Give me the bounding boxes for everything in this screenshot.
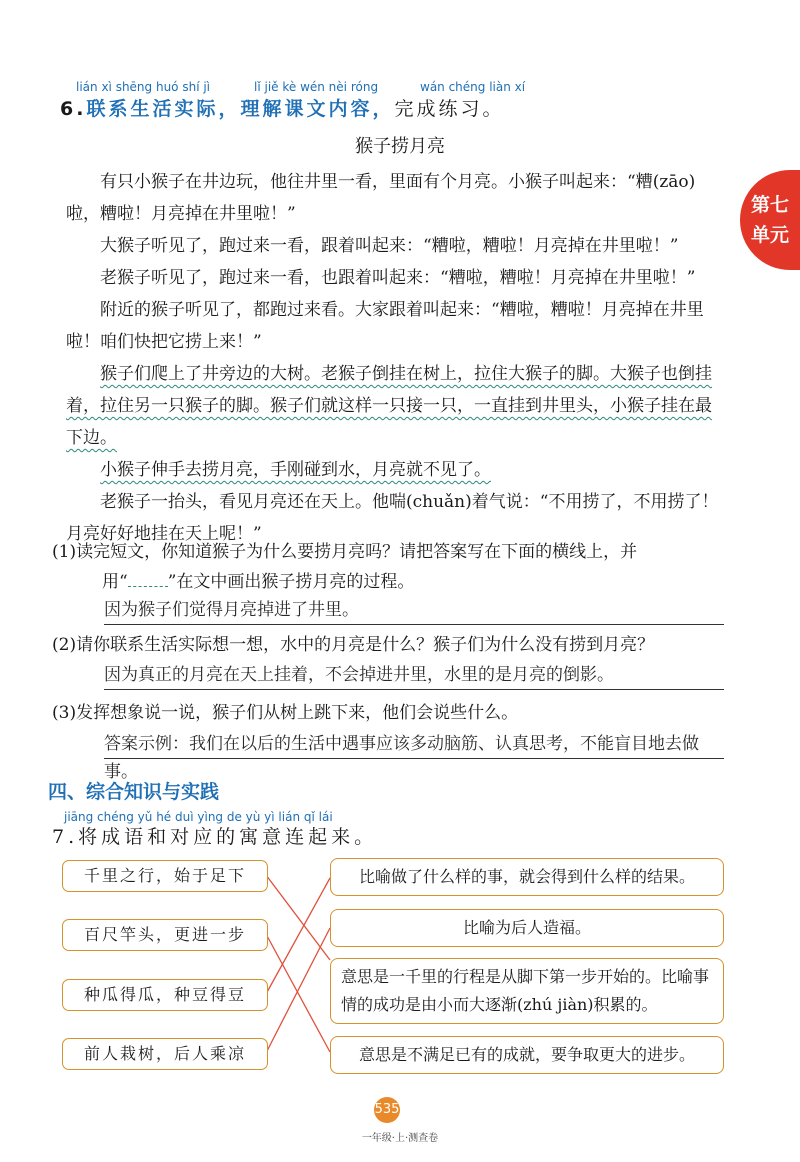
marked-process-2: 小猴子伸手去捞月亮，手刚碰到水，月亮就不见了。 bbox=[100, 460, 491, 480]
question-1-line-1: (1)读完短文，你知道猴子为什么要捞月亮吗？请把答案写在下面的横线上，并 bbox=[52, 542, 638, 562]
story-paragraph-3: 老猴子听见了，跑过来一看，也跟着叫起来：“糟啦，糟啦！月亮掉在井里啦！” bbox=[100, 268, 696, 288]
answer-1-field[interactable]: 因为猴子们觉得月亮掉进了井里。 bbox=[104, 596, 724, 625]
question-7-title: 7.将成语和对应的寓意连起来。 bbox=[52, 826, 378, 848]
question-number: 6. bbox=[60, 98, 87, 120]
meaning-box-1[interactable]: 比喻做了什么样的事，就会得到什么样的结果。 bbox=[330, 858, 724, 896]
question-title-highlight: 联系生活实际，理解课文内容， bbox=[86, 98, 395, 120]
meaning-box-3[interactable]: 意思是一千里的行程是从脚下第一步开始的。比喻事情的成功是由小而大逐渐(zhú jiàn)积累的。 bbox=[330, 958, 724, 1024]
idiom-box-1[interactable]: 千里之行，始于足下 bbox=[62, 860, 268, 892]
unit-tab-line1: 第七 bbox=[750, 194, 789, 216]
footer-label: 一年级·上·测查卷 bbox=[361, 1133, 439, 1144]
story-paragraph-4: 附近的猴子听见了，都跑过来看。大家跟着叫起来：“糟啦，糟啦！月亮掉在井里啦！咱们快把它捞上来！” bbox=[66, 300, 704, 352]
unit-tab-line2: 单元 bbox=[750, 224, 789, 246]
section-heading: 四、综合知识与实践 bbox=[48, 781, 220, 803]
answer-2-field[interactable]: 因为真正的月亮在天上挂着，不会掉进井里，水里的是月亮的倒影。 bbox=[104, 661, 724, 690]
story-paragraph-7: 老猴子一抬头，看见月亮还在天上。他喘(chuǎn)着气说：“不用捞了，不用捞了！月亮好好地挂在天上呢！” bbox=[66, 492, 719, 544]
pinyin-row-2: lǐ jiě kè wén nèi róng bbox=[254, 80, 379, 94]
question-title-rest: 完成练习。 bbox=[394, 98, 505, 120]
question-2: (2)请你联系生活实际想一想，水中的月亮是什么？猴子们为什么没有捞到月亮？ bbox=[52, 635, 655, 655]
pinyin-row-3: wán chéng liàn xí bbox=[420, 80, 526, 94]
meaning-box-4[interactable]: 意思是不满足已有的成就，要争取更大的进步。 bbox=[330, 1036, 724, 1074]
page-number: 535 bbox=[374, 1097, 400, 1123]
question-7-pinyin: jiāng chéng yǔ hé duì yìng de yù yì lián qǐ lái bbox=[64, 810, 333, 824]
idiom-box-4[interactable]: 前人栽树，后人乘凉 bbox=[62, 1038, 268, 1070]
story-title: 猴子捞月亮 bbox=[355, 136, 445, 157]
meaning-box-2[interactable]: 比喻为后人造福。 bbox=[330, 909, 724, 947]
story-paragraph-1: 有只小猴子在井边玩，他往井里一看，里面有个月亮。小猴子叫起来：“糟(zāo)啦，糟啦！月亮掉在井里啦！” bbox=[66, 172, 696, 224]
idiom-box-3[interactable]: 种瓜得瓜，种豆得豆 bbox=[62, 979, 268, 1011]
marked-process-1: 猴子们爬上了井旁边的大树。老猴子倒挂在树上，拉住大猴子的脚。大猴子也倒挂着，拉住另一只猴子的脚。猴子们就这样一只接一只，一直挂到井里头，小猴子挂在最下边。 bbox=[66, 364, 712, 448]
pinyin-row-1: lián xì shēng huó shí jì bbox=[76, 80, 211, 94]
match-line-3 bbox=[266, 878, 330, 994]
answer-3-field[interactable]: 答案示例：我们在以后的生活中遇事应该多动脑筋、认真思考，不能盲目地去做事。 bbox=[104, 730, 724, 759]
question-3: (3)发挥想象说一说，猴子们从树上跳下来，他们会说些什么。 bbox=[52, 703, 519, 723]
question-1-line-2: 用“ ”在文中画出猴子捞月亮的过程。 bbox=[102, 572, 415, 592]
idiom-box-2[interactable]: 百尺竿头，更进一步 bbox=[62, 919, 268, 951]
story-paragraph-2: 大猴子听见了，跑过来一看，跟着叫起来：“糟啦，糟啦！月亮掉在井里啦！” bbox=[100, 236, 679, 256]
